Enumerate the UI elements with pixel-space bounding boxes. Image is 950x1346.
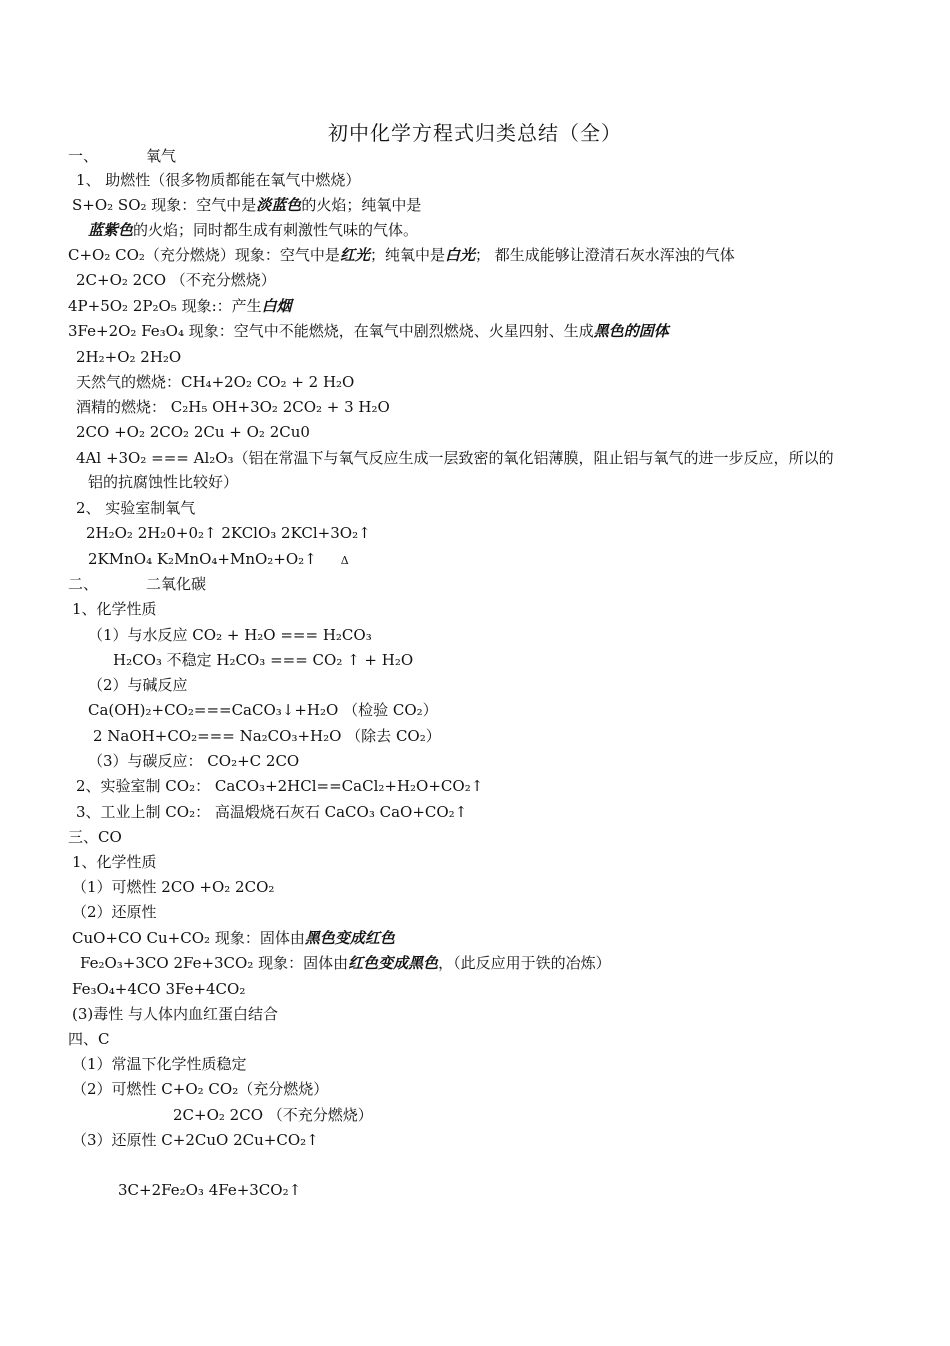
h2co3-line: H₂CO₃ 不稳定 H₂CO₃ === CO₂ ↑ + H₂O	[113, 651, 414, 669]
carbon-reducing-line: （3）还原性 C+2CuO 2Cu+CO₂↑	[72, 1131, 319, 1149]
subsection-1-2: 2、 实验室制氧气	[76, 499, 196, 517]
page-title: 初中化学方程式归类总结（全）	[328, 121, 622, 145]
ethanol-line: 酒精的燃烧： C₂H₅ OH+3O₂ 2CO₂ + 3 H₂O	[76, 398, 390, 416]
co-cu-line: 2CO +O₂ 2CO₂ 2Cu + O₂ 2Cu0	[76, 423, 310, 441]
section-2-heading: 二、 二氧化碳	[68, 575, 207, 593]
sulfur-equation-line: S+O₂ SO₂ 现象：空气中是淡蓝色的火焰；纯氧中是	[72, 196, 422, 214]
co2-carbon-line: （3）与碳反应： CO₂+C 2CO	[88, 752, 300, 770]
methane-line: 天然气的燃烧：CH₄+2O₂ CO₂ + 2 H₂O	[76, 373, 355, 391]
lab-co2-line: 2、实验室制 CO₂： CaCO₃+2HCl==CaCl₂+H₂O+CO₂↑	[76, 777, 484, 795]
co2-base-heading: （2）与碱反应	[88, 676, 188, 694]
co2-water-line: （1）与水反应 CO₂ + H₂O === H₂CO₃	[88, 626, 372, 644]
fe3o4-line: Fe₃O₄+4CO 3Fe+4CO₂	[72, 980, 246, 998]
carbon-flammable-line: （2）可燃性 C+O₂ CO₂（充分燃烧）	[72, 1080, 329, 1098]
sulfur-description-line: 蓝紫色的火焰；同时都生成有刺激性气味的气体。	[88, 221, 419, 239]
fe2o3-line: Fe₂O₃+3CO 2Fe+3CO₂ 现象：固体由红色变成黑色，（此反应用于铁的冶炼）	[80, 954, 611, 972]
phosphorus-line: 4P+5O₂ 2P₂O₅ 现象:：产生白烟	[68, 297, 292, 315]
lab-oxygen-line-1: 2H₂O₂ 2H₂0+0₂↑ 2KClO₃ 2KCl+3O₂↑	[86, 524, 371, 542]
subsection-1-1: 1、 助燃性（很多物质都能在氧气中燃烧）	[76, 171, 361, 189]
carbon-equation-line: C+O₂ CO₂（充分燃烧）现象：空气中是红光；纯氧中是白光； 都生成能够让澄清石灰水浑浊的气体	[68, 246, 735, 264]
subsection-2-1: 1、化学性质	[72, 600, 157, 618]
carbon-fe2o3-line: 3C+2Fe₂O₃ 4Fe+3CO₂↑	[118, 1181, 302, 1199]
section-4-heading: 四、C	[68, 1030, 110, 1048]
caoh2-line: Ca(OH)₂+CO₂===CaCO₃↓+H₂O （检验 CO₂）	[88, 701, 438, 719]
section-1-heading: 一、 氧气	[68, 147, 177, 165]
subsection-3-1: 1、化学性质	[72, 853, 157, 871]
co-flammable-line: （1）可燃性 2CO +O₂ 2CO₂	[72, 878, 275, 896]
hydrogen-line: 2H₂+O₂ 2H₂O	[76, 348, 182, 366]
heat-symbol: Δ	[340, 554, 349, 567]
co-toxicity-line: (3)毒性 与人体内血红蛋白结合	[72, 1005, 279, 1023]
naoh-line: 2 NaOH+CO₂=== Na₂CO₃+H₂O （除去 CO₂）	[93, 727, 441, 745]
cuo-line: CuO+CO Cu+CO₂ 现象：固体由黑色变成红色	[72, 929, 395, 947]
industrial-co2-line: 3、工业上制 CO₂： 高温煅烧石灰石 CaCO₃ CaO+CO₂↑	[76, 803, 468, 821]
carbon-stable-line: （1）常温下化学性质稳定	[72, 1055, 247, 1073]
aluminum-line-2: 铝的抗腐蚀性比较好）	[88, 473, 239, 491]
co-reducing-heading: （2）还原性	[72, 903, 157, 921]
iron-line: 3Fe+2O₂ Fe₃O₄ 现象：空气中不能燃烧，在氧气中剧烈燃烧、火星四射、生成黑色的固体	[68, 322, 669, 340]
aluminum-line-1: 4Al +3O₂ === Al₂O₃（铝在常温下与氧气反应生成一层致密的氧化铝薄膜，阻止铝与氧气的进一步反应，所以的	[76, 449, 834, 467]
lab-oxygen-line-2: 2KMnO₄ K₂MnO₄+MnO₂+O₂↑ Δ	[88, 550, 349, 568]
carbon-incomplete-line-2: 2C+O₂ 2CO （不充分燃烧）	[173, 1106, 373, 1124]
section-3-heading: 三、CO	[68, 828, 122, 846]
carbon-incomplete-line: 2C+O₂ 2CO （不充分燃烧）	[76, 271, 276, 289]
